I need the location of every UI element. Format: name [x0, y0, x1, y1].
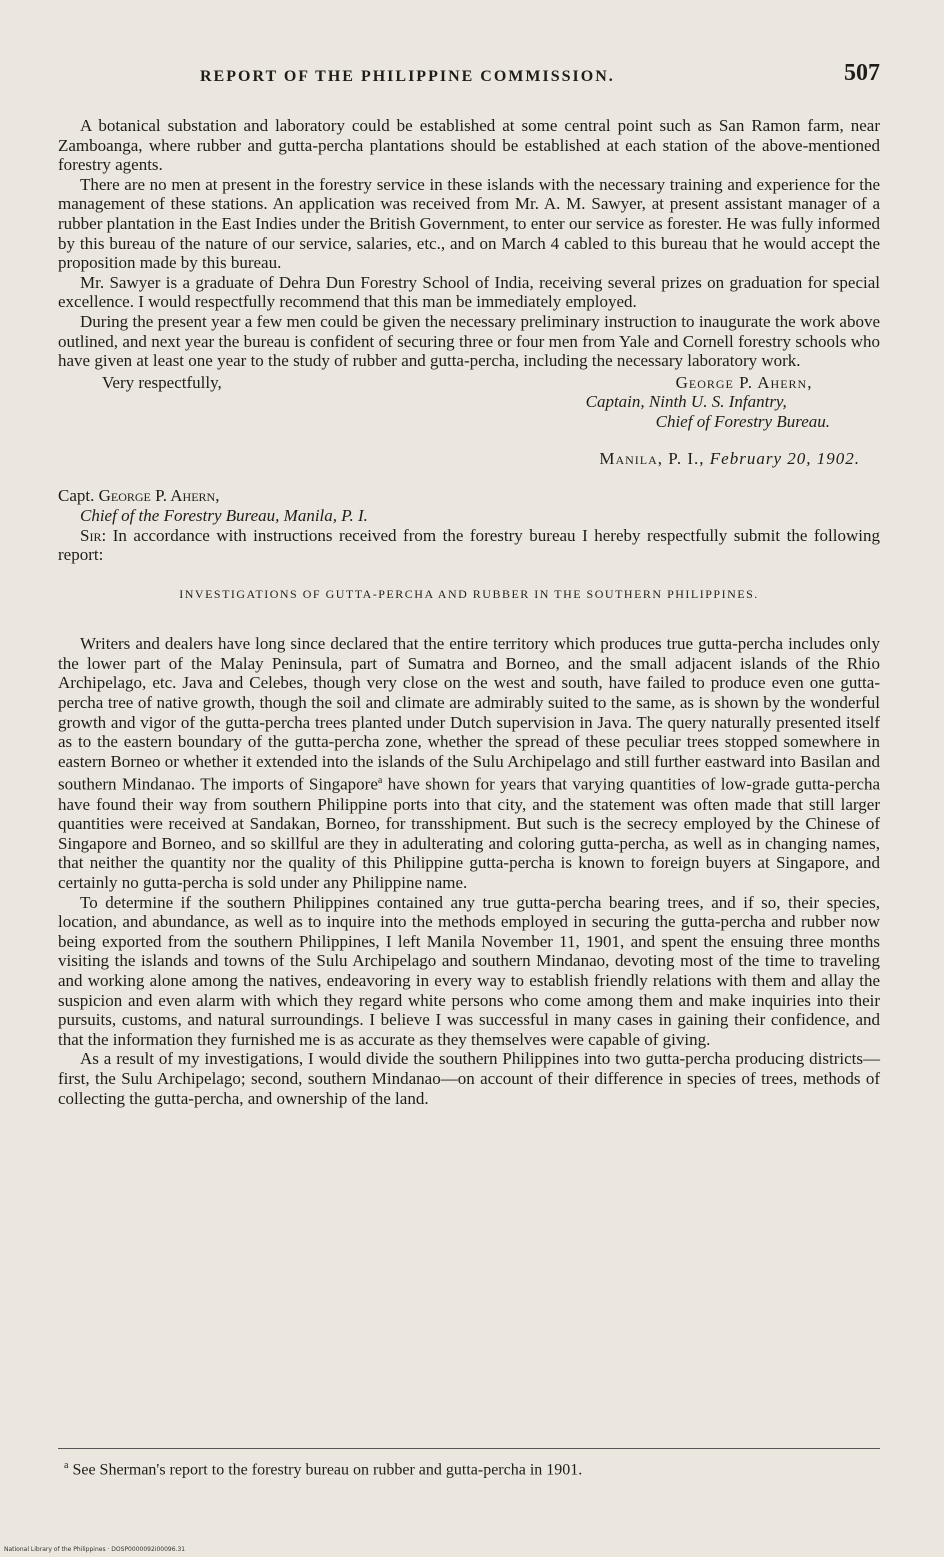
- report-paragraph-territory-part1: Writers and dealers have long since declared that the entire territory which produces true gutta-percha includes only the lower part of the Malay Peninsula, part of Sumatra and Borneo, and the small adjacent islands of the Rhio Archipelago, etc. Java and Celebes, though very close on the west and south, have failed to produce even one gutta-percha tree of native growth, though the soil and climate are admirably suited to the same, as is shown by the wonderful growth and vigor of the gutta-percha trees planted under Dutch supervision in Java. The query naturally presented itself as to the eastern boundary of the gutta-percha zone, whether the spread of these peculiar trees stopped somewhere in eastern Borneo or whether it extended into the islands of the Sulu Archipelago and still further eastward into Basilan and southern Mindanao. The imports of Singapore: [58, 634, 880, 795]
- report-paragraph-territory-part2: have shown for years that varying quantities of low-grade gutta-percha have found their way from southern Philippine ports into that city, and the statement was often made that still larger quantities were received at Sandakan, Borneo, for transshipment. But such is the secrecy employed by the Chinese of Singapore and Borneo, and so skillful are they in adulterating and coloring gutta-percha, as well as in changing names, that neither the quantity nor the quality of this Philippine gutta-percha is known to foreign buyers at Singapore, and certainly no gutta-percha is sold under any Philippine name.: [58, 775, 881, 893]
- letter-closing: [58, 373, 880, 437]
- report-paragraph-districts: As a result of my investigations, I would divide the southern Philippines into two gutta-percha producing districts—first, the Sulu Archipelago; second, southern Mindanao—on account of their difference in species of trees, methods of collecting the gutta-percha, and ownership of the land.: [58, 1049, 880, 1108]
- footnote-divider: [58, 1448, 880, 1449]
- addressee-title: Chief of the Forestry Bureau, Manila, P. I.: [80, 505, 368, 525]
- paragraph-sawyer: Mr. Sawyer is a graduate of Dehra Dun Forestry School of India, receiving several prizes on graduation for special excellence. I would respectfully recommend that this man be immediately employed.: [58, 272, 880, 312]
- footnote-reference: a: [377, 775, 383, 787]
- footnote: [64, 1460, 880, 1479]
- dateline-place: Manila, P. I.,: [599, 448, 705, 468]
- paragraph-substation: A botanical substation and laboratory could be established at some central point such as San Ramon farm, near Zamboanga, where rubber and gutta-percha plantations should be established at each station of the above-mentioned forestry agents.: [58, 116, 880, 175]
- signer-name: George P. Ahern,: [675, 372, 813, 392]
- dateline: [58, 449, 860, 469]
- addressee: [58, 486, 880, 525]
- paragraph-staffing: There are no men at present in the forestry service in these islands with the necessary training and experience for the management of these stations. An application was received from Mr. A. M. Sawyer, at present assistant manager of a rubber plantation in the East Indies under the British Government, to enter our service as forester. He was fully informed by this bureau of the nature of our service, salaries, etc., and on March 4 cabled to this bureau that he would accept the proposition made by this bureau.: [58, 174, 880, 273]
- page-number: 507: [844, 60, 880, 86]
- report-paragraph-method: To determine if the southern Philippines contained any true gutta-percha bearing trees, and if so, their species, location, and abundance, as well as to inquire into the methods employed in securing the gutta-percha and rubber now being exported from the southern Philippines, I left Manila November 11, 1901, and spent the ensuing three months visiting the islands and towns of the Sulu Archipelago and southern Mindanao, devoting most of the time to traveling and working alone among the natives, endeavoring in every way to establish friendly relations with them and allay the suspicion and even alarm with which they regard white persons who come among them and make inquiries into their pursuits, customs, and natural surroundings. I believe I was successful in many cases in gaining their confidence, and that the information they furnished me is as accurate as they themselves were capable of giving.: [58, 892, 880, 1049]
- library-strip: National Library of the Philippines · DOSP0000092i00096.31: [4, 1546, 186, 1553]
- running-title: REPORT OF THE PHILIPPINE COMMISSION.: [200, 68, 615, 85]
- report-paragraph-territory: [58, 634, 880, 892]
- page-body: [58, 116, 880, 1108]
- salutation-text: In accordance with instructions received from the forestry bureau I hereby respectfully submit the following report:: [58, 525, 881, 565]
- signer-title: Chief of Forestry Bureau.: [655, 411, 830, 431]
- valediction: Very respectfully,: [102, 372, 222, 392]
- salutation-sir: Sir:: [80, 525, 107, 545]
- page-header: [60, 60, 880, 100]
- footnote-mark: a: [64, 1460, 69, 1471]
- paragraph-training: During the present year a few men could be given the necessary preliminary instruction to inaugurate the work above outlined, and next year the bureau is confident of securing three or four men from Yale and Cornell forestry schools who have given at least one year to the study of rubber and gutta-percha, including the necessary laboratory work.: [58, 311, 880, 371]
- section-heading: INVESTIGATIONS OF GUTTA-PERCHA AND RUBBER IN THE SOUTHERN PHILIPPINES.: [179, 586, 759, 601]
- signer-rank: Captain, Ninth U. S. Infantry,: [585, 392, 787, 412]
- signature-block: [586, 373, 830, 432]
- addressee-prefix: Capt.: [58, 486, 95, 506]
- addressee-name: George P. Ahern,: [98, 486, 220, 506]
- dateline-date: February 20, 1902.: [709, 448, 860, 468]
- salutation: [58, 526, 880, 565]
- footnote-text: See Sherman's report to the forestry bureau on rubber and gutta-percha in 1901.: [72, 1461, 583, 1479]
